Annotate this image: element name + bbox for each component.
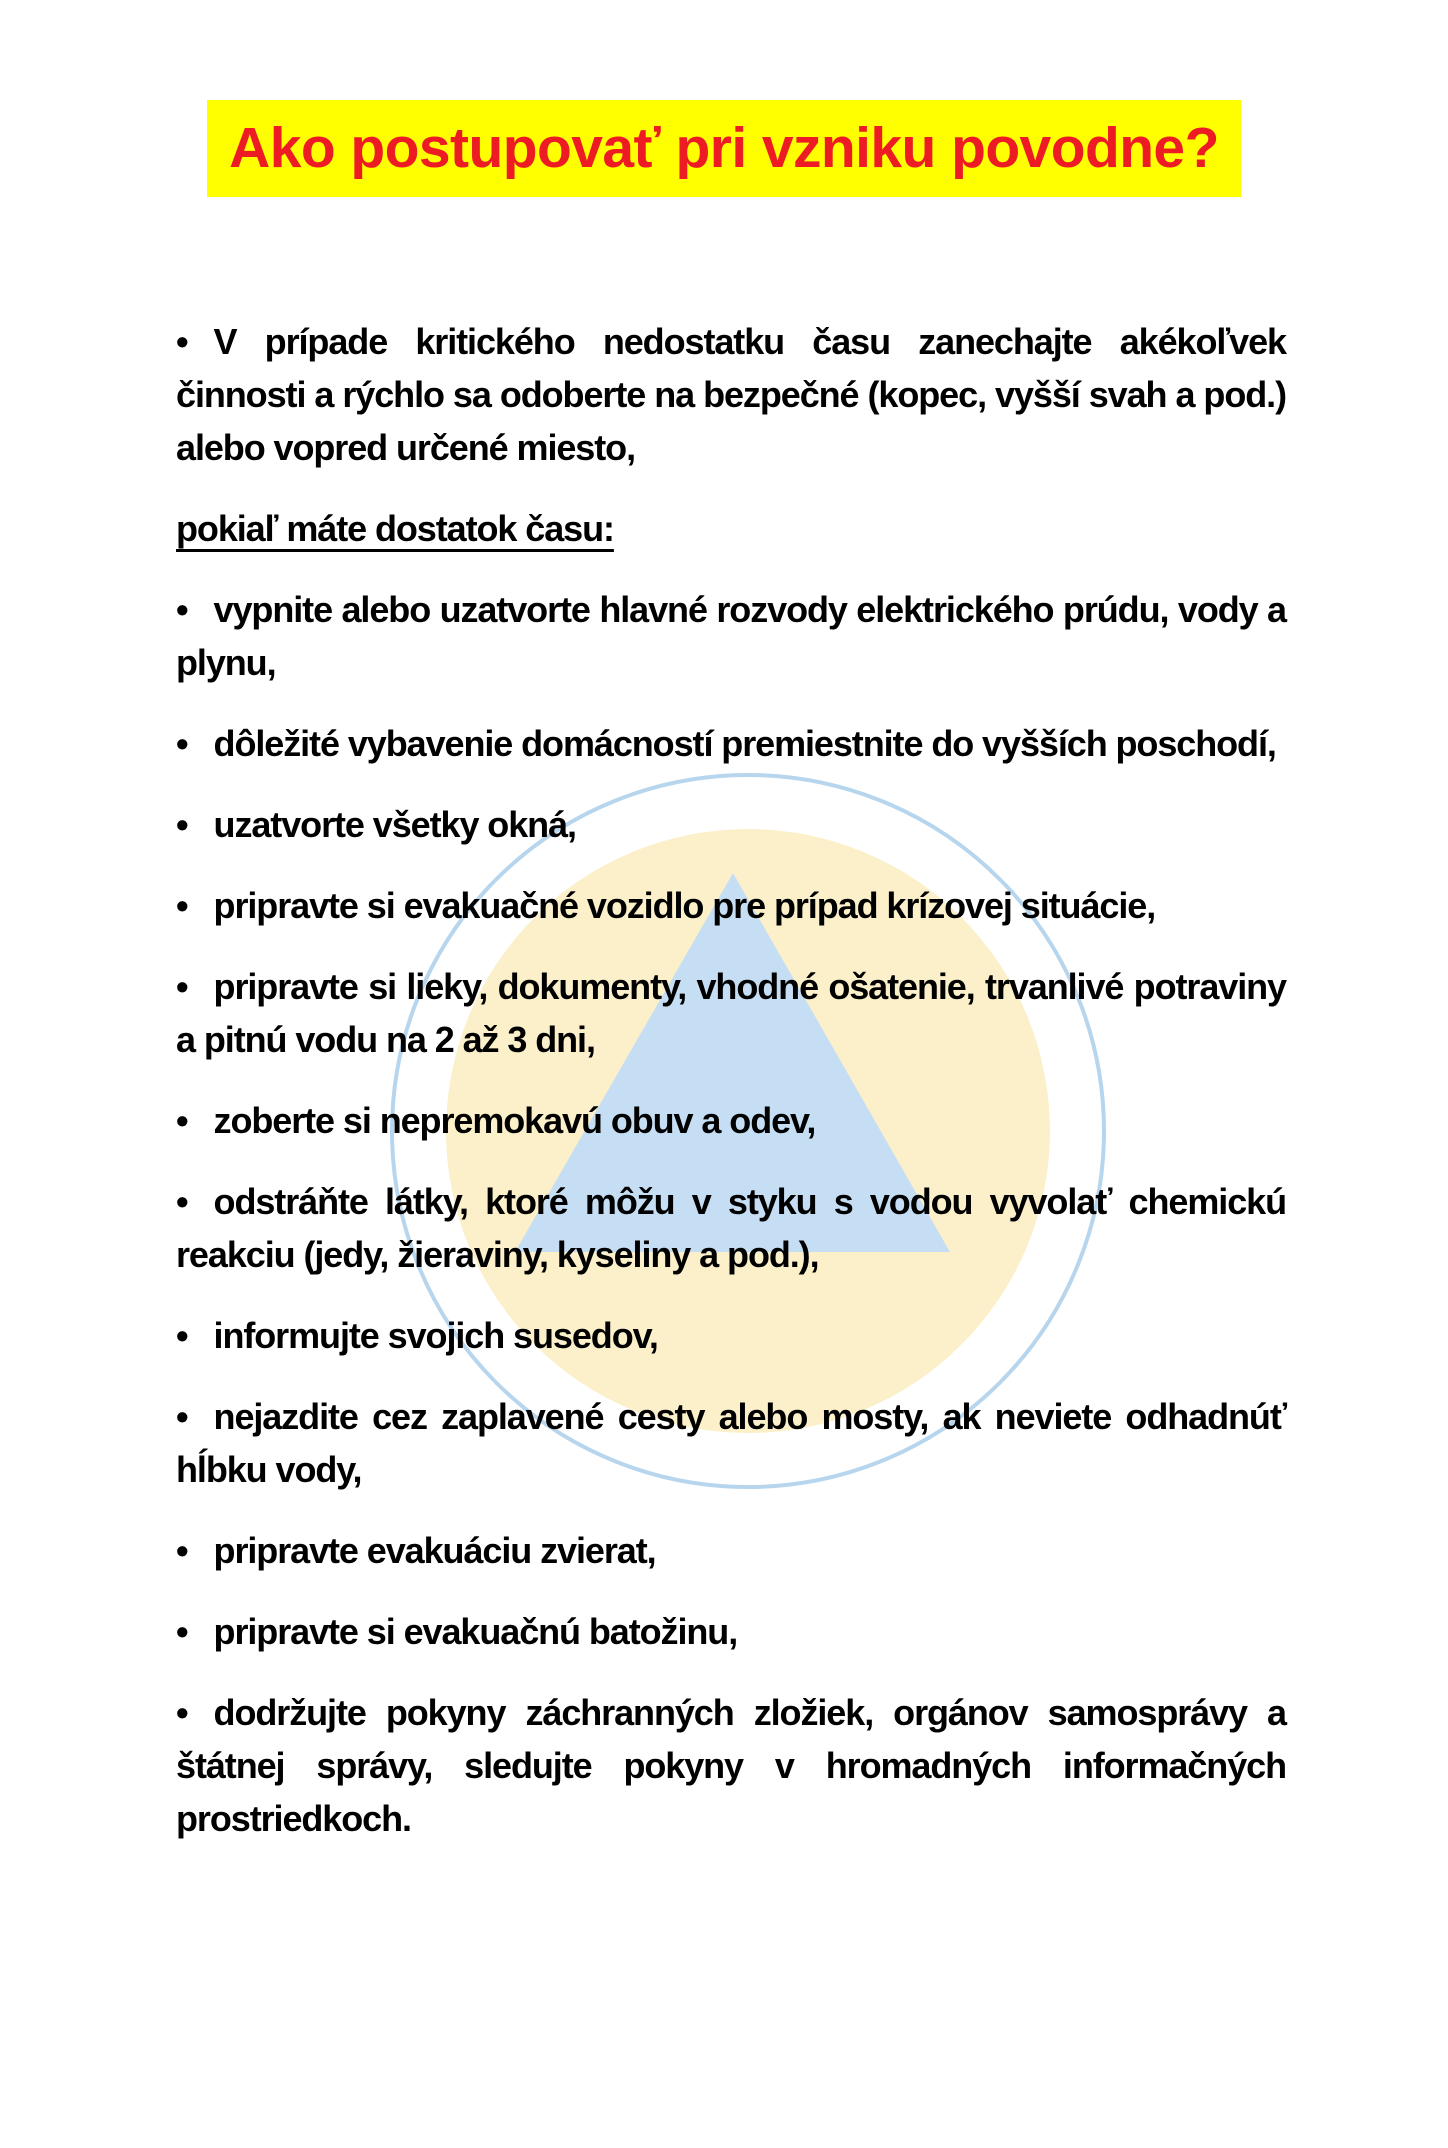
bullet-marker: • [176, 1100, 188, 1141]
list-item-text: pripravte si evakuačné vozidlo pre prípad krízovej situácie, [213, 885, 1156, 926]
page-title [0, 100, 1448, 197]
list-item-text: vypnite alebo uzatvorte hlavné rozvody elektrického prúdu, vody a plynu, [176, 589, 1286, 683]
list-item-text: pripravte si evakuačnú batožinu, [213, 1611, 738, 1652]
instruction-list [176, 315, 1286, 1845]
section-heading [176, 502, 1286, 555]
bullet-marker: • [176, 1611, 188, 1652]
bullet-marker: • [176, 1692, 188, 1733]
list-item [176, 879, 1286, 932]
list-item-text: informujte svojich susedov, [213, 1315, 658, 1356]
list-item [176, 1094, 1286, 1147]
list-item [176, 1605, 1286, 1658]
list-item-text: nejazdite cez zaplavené cesty alebo mosty, ak neviete odhadnúť hĺbku vody, [176, 1396, 1286, 1490]
list-item [176, 960, 1286, 1066]
list-item [176, 717, 1286, 770]
list-item [176, 1175, 1286, 1281]
bullet-marker: • [176, 723, 188, 764]
list-item [176, 1309, 1286, 1362]
list-item-text: dôležité vybavenie domácností premiestnite do vyšších poschodí, [213, 723, 1276, 764]
list-item-text: odstráňte látky, ktoré môžu v styku s vodou vyvolať chemickú reakciu (jedy, žieraviny, kyseliny a pod.), [176, 1181, 1286, 1275]
title-highlight: Ako postupovať pri vzniku povodne? [207, 100, 1241, 197]
bullet-marker: • [176, 885, 188, 926]
list-item [176, 798, 1286, 851]
document-page [0, 100, 1448, 1845]
bullet-marker: • [176, 1530, 188, 1571]
bullet-marker: • [176, 321, 188, 362]
list-item [176, 1524, 1286, 1577]
bullet-marker: • [176, 804, 188, 845]
list-item [176, 1686, 1286, 1845]
bullet-marker: • [176, 1396, 188, 1437]
list-item-text: uzatvorte všetky okná, [213, 804, 576, 845]
list-item-text: pripravte si lieky, dokumenty, vhodné ošatenie, trvanlivé potraviny a pitnú vodu na 2 až 3 dni, [176, 966, 1286, 1060]
bullet-marker: • [176, 966, 188, 1007]
list-item [176, 1390, 1286, 1496]
bullet-marker: • [176, 589, 188, 630]
list-item-text: pripravte evakuáciu zvierat, [213, 1530, 656, 1571]
bullet-marker: • [176, 1181, 188, 1222]
list-item-text: zoberte si nepremokavú obuv a odev, [213, 1100, 816, 1141]
list-item [176, 315, 1286, 474]
section-heading-text: pokiaľ máte dostatok času: [176, 508, 614, 549]
list-item-text: V prípade kritického nedostatku času zanechajte akékoľvek činnosti a rýchlo sa odoberte na bezpečné (kopec, vyšší svah a pod.) alebo vopred určené miesto, [176, 321, 1286, 468]
title-bar [0, 100, 1448, 197]
list-item [176, 583, 1286, 689]
list-item-text: dodržujte pokyny záchranných zložiek, orgánov samosprávy a štátnej správy, sledujte pokyny v hromadných informačných prostriedkoch. [176, 1692, 1286, 1839]
bullet-marker: • [176, 1315, 188, 1356]
